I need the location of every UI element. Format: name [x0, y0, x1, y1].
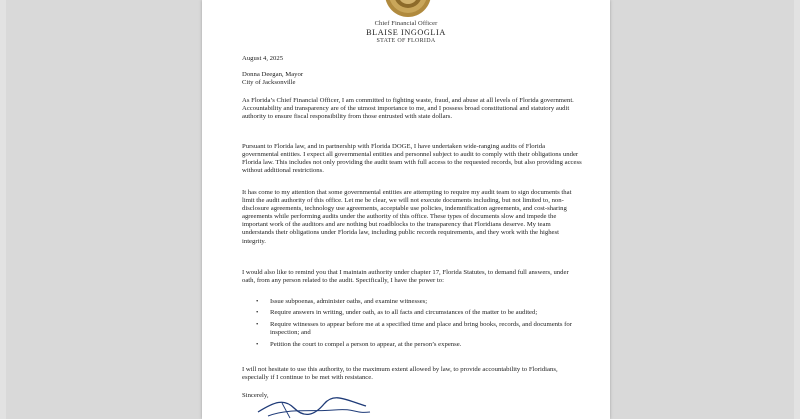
paragraph: I would also like to remind you that I maintain authority under chapter 17, Florida Statutes, to demand full answers, under oath, from any person related to the audit. Specifically, I have the power to: — [242, 269, 569, 285]
list-item-text: Require witnesses to appear before me at a specified time and place and bring books, records, and documents for inspection; and — [270, 320, 572, 337]
left-margin-strip — [0, 0, 6, 419]
right-margin-strip — [794, 0, 800, 419]
paragraph: It has come to my attention that some governmental entities are attempting to require my audit team to sign documents that limit the audit authority of this office. Let me be clear, we will not execute documents including, but not limited to, non-disclosure agreements, technology use agreements, acceptable use policies, indemnification agreements, and cost-sharing agreements while performing audits under the authority of this office. These types of documents slow and impede the important work of the auditors and are nothing but roadblocks to the transparency that Floridians deserve. My team understands their obligations under Florida law, including public records requirements, and they work with the highest integrity. — [242, 189, 572, 245]
recipient-org: City of Jacksonville — [242, 79, 296, 87]
list-item-text: Petition the court to compel a person to appear, at the person’s expense. — [270, 340, 462, 348]
recipient-address — [242, 71, 582, 87]
bullet: • — [256, 298, 259, 305]
list-item-text: Issue subpoenas, administer oaths, and examine witnesses; — [270, 298, 428, 305]
powers-list — [242, 298, 582, 352]
list-item-text: Require answers in writing, under oath, as to all facts and circumstances of the matter to be audited; — [270, 309, 538, 317]
closing: Sincerely, — [242, 392, 269, 399]
paragraph: As Florida’s Chief Financial Officer, I am committed to fighting waste, fraud, and abuse at all levels of Florida government. Accountability and transparency are of the utmost importance to me, and I possess broad constitutional and statutory audit authority to ensure fiscal responsibility from those entrusted with state dollars. — [242, 97, 574, 121]
letterhead-state: STATE OF FLORIDA — [376, 38, 436, 44]
paragraph: Pursuant to Florida law, and in partnership with Florida DOGE, I have undertaken wide-ranging audits of Florida governmental entities. I expect all governmental entities and personnel subject to audit to comply with their obligations under Florida law. This includes not only providing the audit team with full access to the requested records, but also providing access without additional restrictions. — [242, 143, 582, 175]
state-seal-icon — [384, 0, 432, 18]
letterhead-office: Chief Financial Officer — [374, 20, 438, 27]
list-item — [242, 341, 582, 349]
recipient-name: Donna Deegan, Mayor — [242, 71, 304, 78]
bullet: • — [256, 309, 259, 317]
list-item — [242, 309, 582, 317]
letterhead-name: BLAISE INGOGLIA — [366, 28, 446, 37]
paragraph: I will not hesitate to use this authority, to the maximum extent allowed by law, to provide accountability to Floridians, especially if I continue to be met with resistance. — [242, 366, 558, 382]
signature-icon — [254, 394, 374, 419]
list-item — [242, 298, 582, 306]
letter-page — [202, 0, 610, 419]
bullet: • — [256, 320, 259, 328]
bullet: • — [256, 340, 259, 348]
list-item — [242, 321, 582, 337]
letter-date: August 4, 2025 — [242, 55, 284, 62]
